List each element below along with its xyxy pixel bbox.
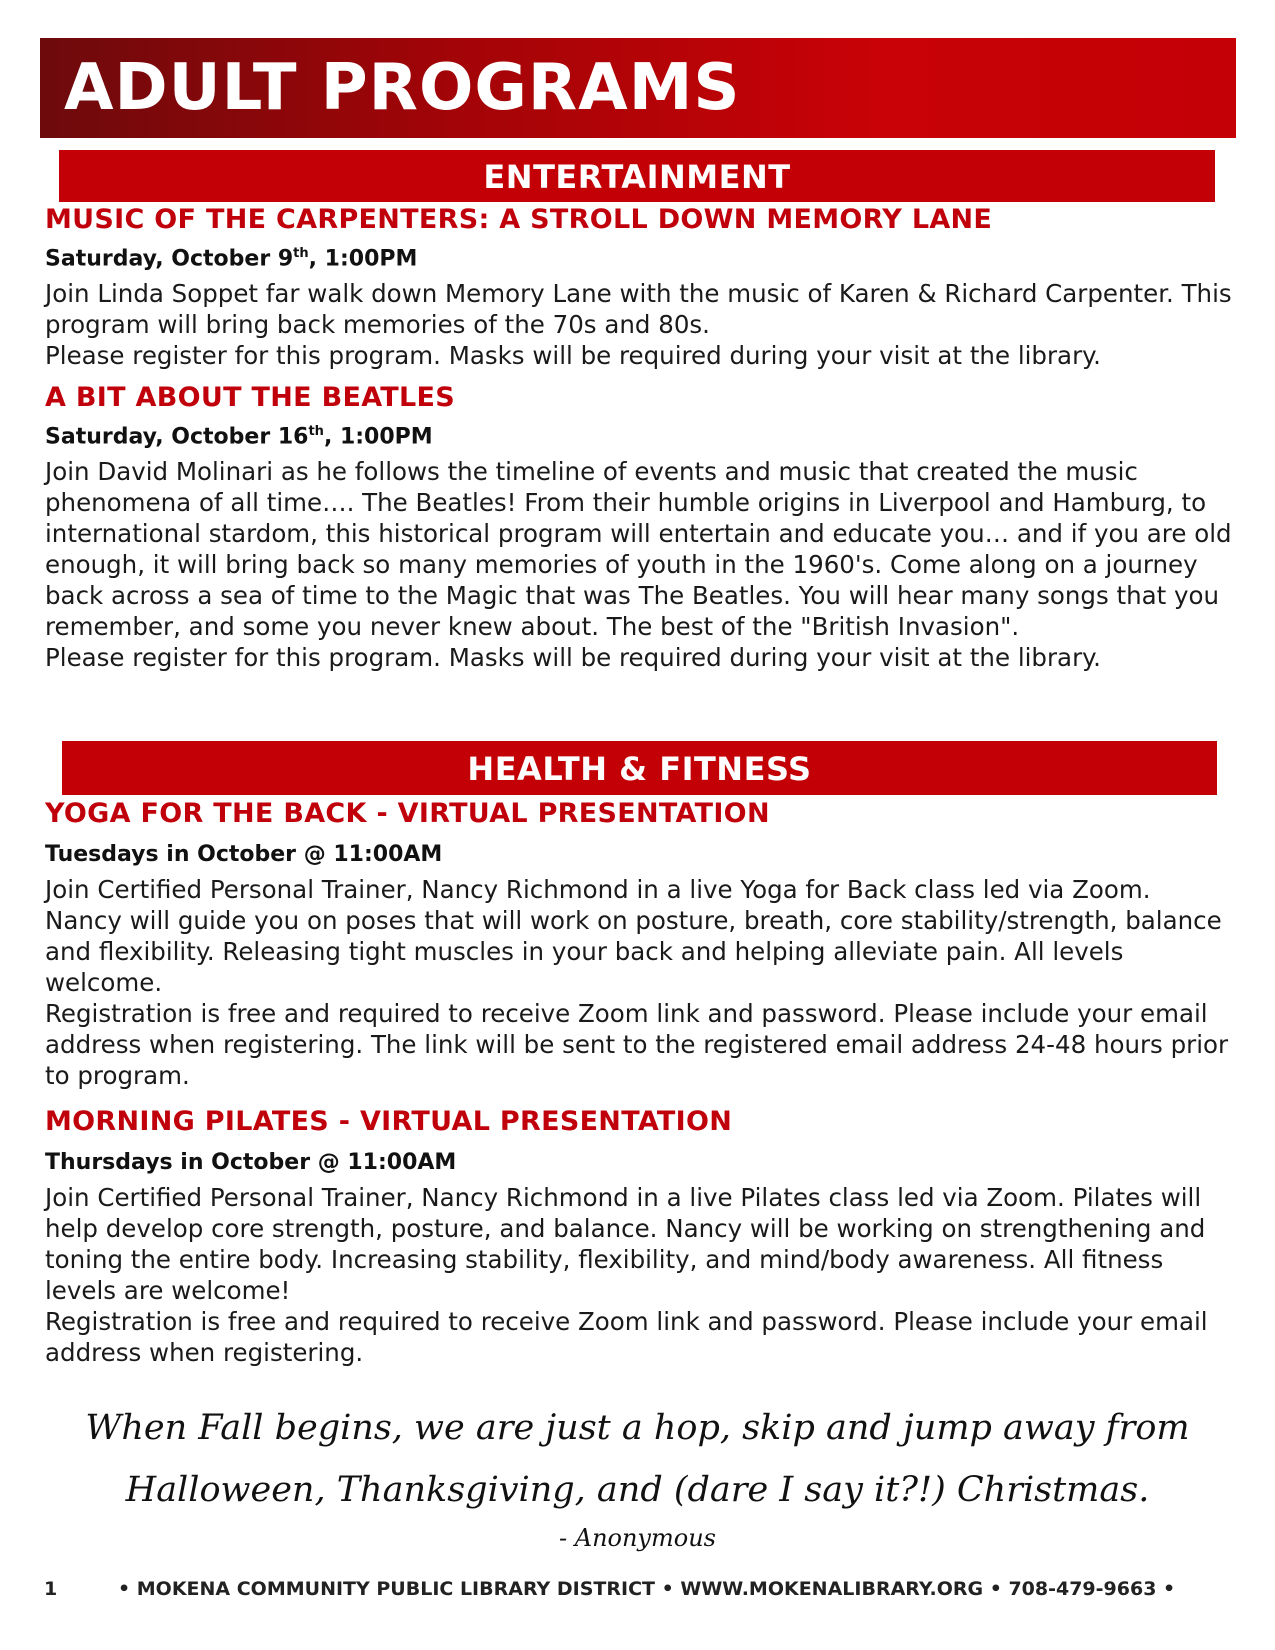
- page-footer: [0, 1578, 1275, 1608]
- program-date-beatles: Saturday, October 16th, 1:00PM: [45, 424, 433, 450]
- program-date-yoga: Tuesdays in October @ 11:00AM: [45, 842, 443, 867]
- program-title-carpenters: MUSIC OF THE CARPENTERS: A STROLL DOWN MEMORY LANE: [45, 204, 993, 235]
- section-heading-health-fitness: HEALTH & FITNESS: [62, 741, 1217, 795]
- program-date-carpenters: Saturday, October 9th, 1:00PM: [45, 246, 418, 272]
- program-title-beatles: A BIT ABOUT THE BEATLES: [45, 382, 456, 413]
- page-title: ADULT PROGRAMS: [64, 51, 741, 125]
- program-description-beatles: Join David Molinari as he follows the timeline of events and music that created the music phenomena of all time…. The Beatles! From their humble origins in Liverpool and Hamburg, to international stardom, this historical program will entertain and educate you… and if you are old enough, it will bring back so many memories of youth in the 1960's. Come along on a journey back across a sea of time to the Magic that was The Beatles. You will hear many songs that you remember, and some you never knew about. The best of the "British Invasion". Please register for this program. Masks will be required during your visit at the library.: [45, 457, 1232, 672]
- program-description-yoga: Join Certified Personal Trainer, Nancy Richmond in a live Yoga for Back class led via Zoom. Nancy will guide you on poses that will work on posture, breath, core stability/strength, balance and flexibility. Releasing tight muscles in your back and helping alleviate pain. All levels welcome. Registration is free and required to receive Zoom link and password. Please include your email address when registering. The link will be sent to the registered email address 24-48 hours prior to program.: [45, 875, 1229, 1090]
- program-description-pilates: Join Certified Personal Trainer, Nancy Richmond in a live Pilates class led via Zoom. Pilates will help develop core strength, posture, and balance. Nancy will be working on strengthening and toning the entire body. Increasing stability, flexibility, and mind/body awareness. All fitness levels are welcome! Registration is free and required to receive Zoom link and password. Please include your email address when registering.: [45, 1183, 1208, 1367]
- program-date-pilates: Thursdays in October @ 11:00AM: [45, 1150, 457, 1175]
- footer-contact-info: • MOKENA COMMUNITY PUBLIC LIBRARY DISTRICT • WWW.MOKENALIBRARY.ORG • 708-479-9663 •: [118, 1578, 1176, 1600]
- quote-line-1: When Fall begins, we are just a hop, skip and jump away from: [85, 1408, 1190, 1448]
- quote-line-2: Halloween, Thanksgiving, and (dare I say it?!) Christmas.: [125, 1470, 1150, 1510]
- quote-author: - Anonymous: [559, 1524, 716, 1552]
- program-description-carpenters: Join Linda Soppet far walk down Memory Lane with the music of Karen & Richard Carpenter. This program will bring back memories of the 70s and 80s. Please register for this program. Masks will be required during your visit at the library.: [45, 279, 1232, 370]
- page-number: 1: [44, 1578, 58, 1600]
- program-title-yoga: YOGA FOR THE BACK - VIRTUAL PRESENTATION: [45, 798, 770, 829]
- section-heading-entertainment: ENTERTAINMENT: [59, 150, 1215, 202]
- program-title-pilates: MORNING PILATES - VIRTUAL PRESENTATION: [45, 1106, 733, 1137]
- header-banner: [40, 38, 1236, 138]
- seasonal-quote: [0, 1397, 1275, 1521]
